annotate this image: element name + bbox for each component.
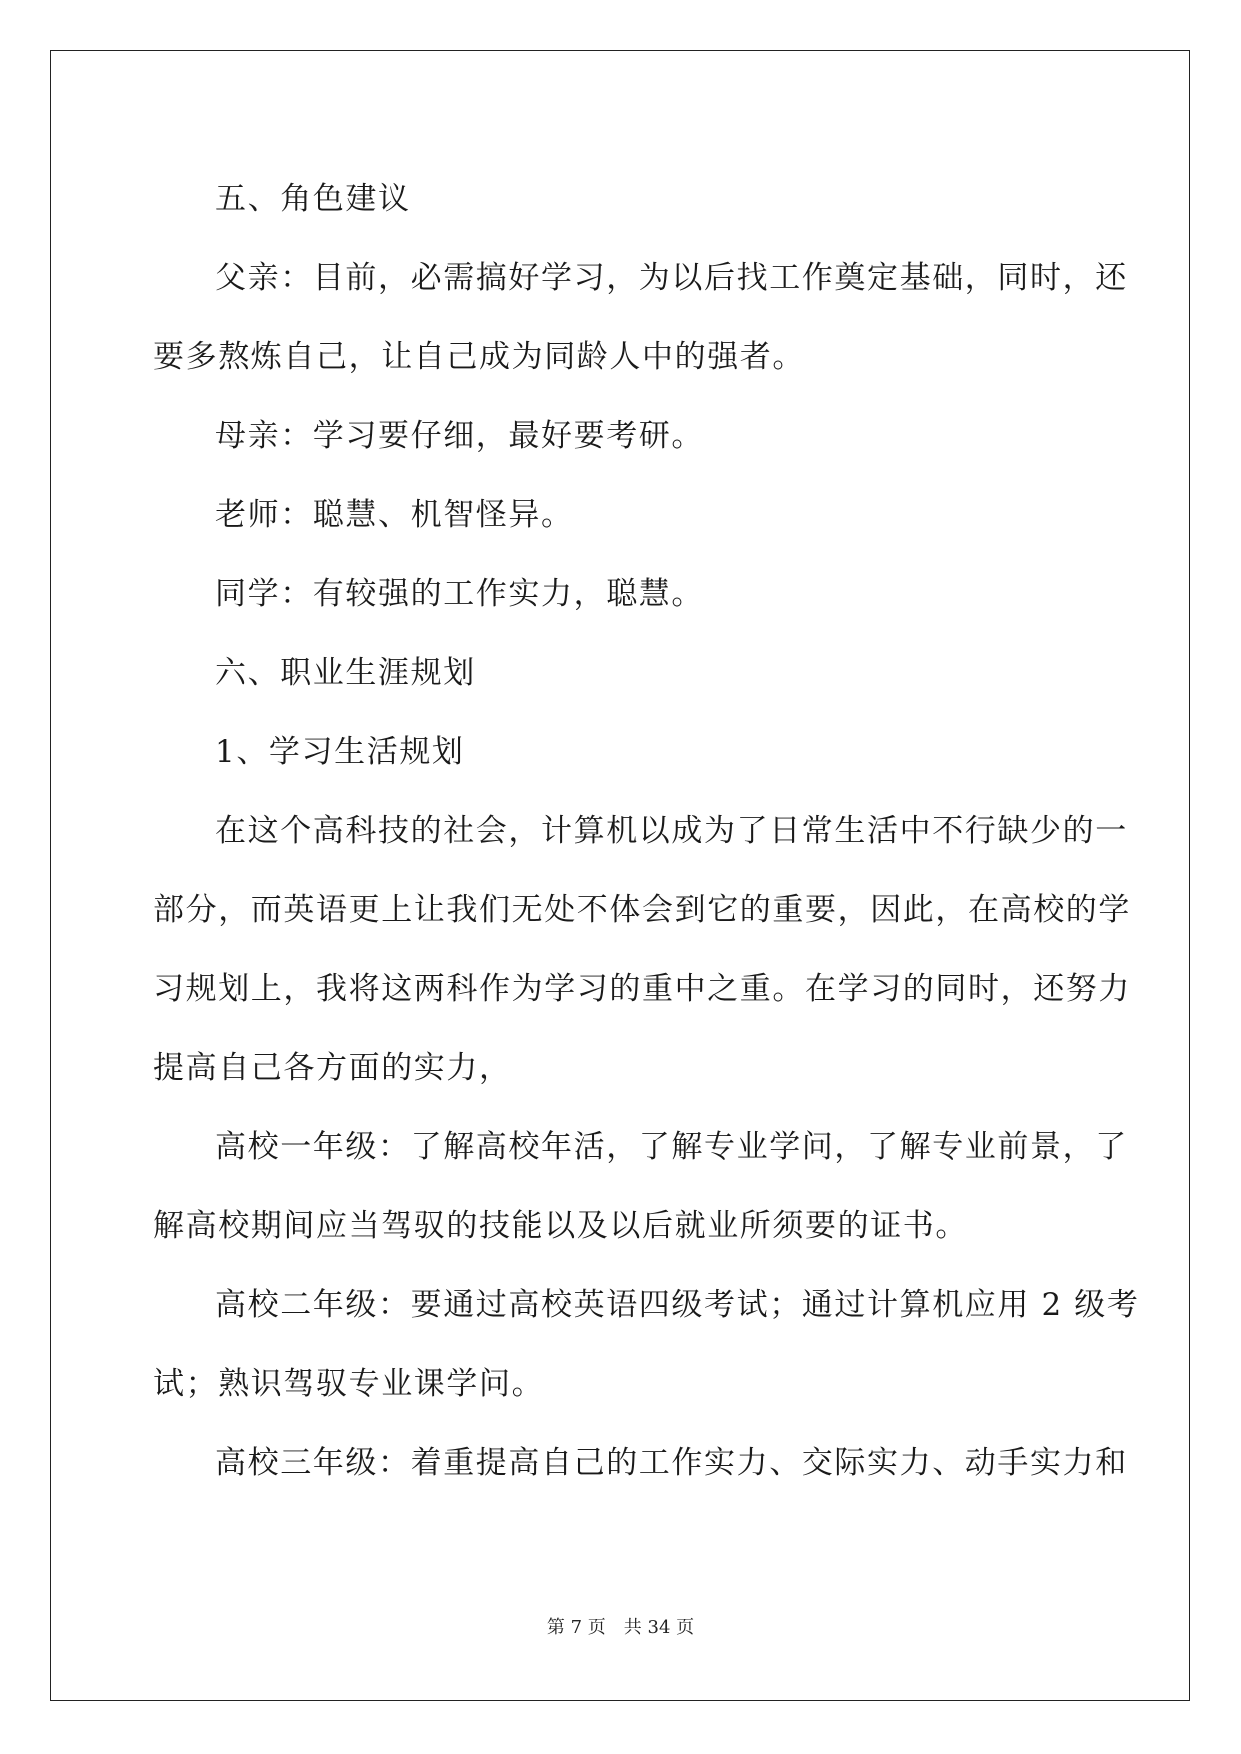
paragraph-line: 试；熟识驾驭专业课学问。 xyxy=(153,1366,545,1402)
page-number: 第 7 页 xyxy=(546,1617,606,1638)
paragraph-line: 高校二年级：要通过高校英语四级考试；通过计算机应用 2 级考 xyxy=(215,1287,1140,1323)
document-body xyxy=(153,160,1140,1503)
paragraph-line: 高校一年级：了解高校年活，了解专业学问，了解专业前景，了 xyxy=(215,1129,1128,1165)
paragraph-line: 同学：有较强的工作实力，聪慧。 xyxy=(215,576,704,612)
paragraph-line: 在这个高科技的社会，计算机以成为了日常生活中不行缺少的一 xyxy=(215,813,1128,849)
section-heading: 五、角色建议 xyxy=(215,181,411,217)
paragraph-line: 高校三年级：着重提高自己的工作实力、交际实力、动手实力和 xyxy=(215,1445,1128,1481)
paragraph-line: 提高自己各方面的实力， xyxy=(153,1050,512,1086)
page-total: 共 34 页 xyxy=(623,1617,695,1638)
section-heading: 六、职业生涯规划 xyxy=(215,655,476,691)
page-footer xyxy=(0,1617,1241,1639)
subsection-heading: 1、学习生活规划 xyxy=(215,734,465,770)
paragraph-line: 解高校期间应当驾驭的技能以及以后就业所须要的证书。 xyxy=(153,1208,968,1244)
paragraph-line: 要多熬炼自己，让自己成为同龄人中的强者。 xyxy=(153,339,805,375)
paragraph-line: 母亲：学习要仔细，最好要考研。 xyxy=(215,418,704,454)
paragraph-line: 老师：聪慧、机智怪异。 xyxy=(215,497,574,533)
paragraph-line: 部分，而英语更上让我们无处不体会到它的重要，因此，在高校的学 xyxy=(153,892,1131,928)
paragraph-line: 习规划上，我将这两科作为学习的重中之重。在学习的同时，还努力 xyxy=(153,971,1131,1007)
paragraph-line: 父亲：目前，必需搞好学习，为以后找工作奠定基础，同时，还 xyxy=(215,260,1128,296)
